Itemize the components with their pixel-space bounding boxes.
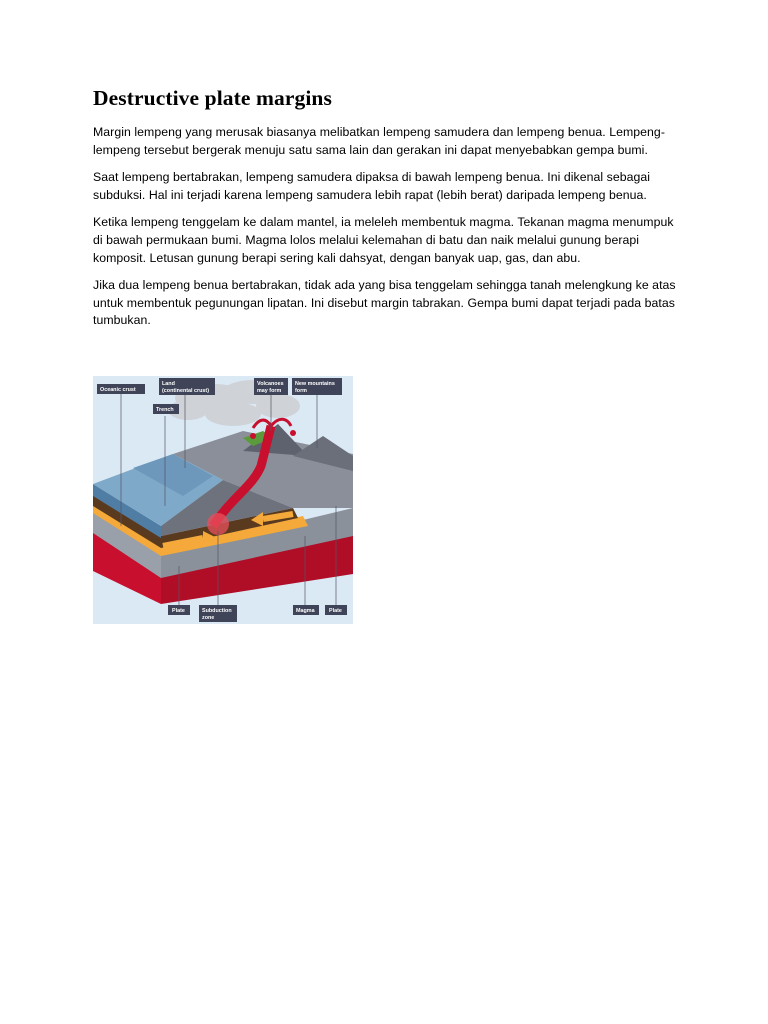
paragraph-1: Margin lempeng yang merusak biasanya melibatkan lempeng samudera dan lempeng benua. Lempeng-lempeng tersebut bergerak menuju satu sama lain dan gerakan ini dapat menyebabkan gempa bumi. (93, 125, 665, 157)
paragraph-4: Jika dua lempeng benua bertabrakan, tidak ada yang bisa tenggelam sehingga tanah melengkung ke atas untuk membentuk pegunungan lipatan. Ini disebut margin tabrakan. Gempa bumi dapat terjadi pada batas tumbukan. (93, 278, 676, 328)
svg-text:Plate: Plate (172, 608, 185, 614)
svg-text:Volcanoes: Volcanoes (257, 381, 284, 387)
label-oceanic-crust (97, 384, 145, 394)
svg-text:(continental crust): (continental crust) (162, 388, 210, 394)
document-page (93, 86, 683, 340)
paragraph-3: Ketika lempeng tenggelam ke dalam mantel, ia meleleh membentuk magma. Tekanan magma menumpuk di bawah permukaan bumi. Magma lolos melalui kelemahan di batu dan naik melalui gunung berapi komposit. Letusan gunung berapi sering kali dahsyat, dengan banyak uap, gas, dan abu. (93, 215, 674, 265)
lava-blob (290, 430, 296, 436)
page-title: Destructive plate margins (93, 86, 332, 110)
svg-text:form: form (295, 388, 307, 394)
label-trench (153, 404, 179, 414)
label-new-mountains (292, 378, 342, 395)
lava-blob (250, 433, 256, 439)
svg-text:Trench: Trench (156, 407, 174, 413)
svg-text:Magma: Magma (296, 608, 315, 614)
svg-text:New mountains: New mountains (295, 381, 335, 387)
diagram-svg (93, 376, 353, 624)
svg-text:Plate: Plate (329, 608, 342, 614)
destructive-margin-diagram (93, 376, 353, 624)
label-land (159, 378, 215, 395)
label-magma (293, 605, 319, 615)
svg-text:Land: Land (162, 381, 175, 387)
label-volcanoes (254, 378, 288, 395)
label-plate-left (168, 605, 190, 615)
svg-text:may form: may form (257, 388, 282, 394)
paragraph-2: Saat lempeng bertabrakan, lempeng samudera dipaksa di bawah lempeng benua. Ini dikenal sebagai subduksi. Hal ini terjadi karena lempeng samudera lebih rapat (lebih berat) daripada lempeng benua. (93, 170, 651, 202)
svg-text:Oceanic crust: Oceanic crust (100, 387, 136, 393)
label-subduction-zone (199, 605, 237, 622)
label-plate-right (325, 605, 347, 615)
svg-text:zone: zone (202, 615, 215, 621)
svg-text:Subduction: Subduction (202, 608, 232, 614)
